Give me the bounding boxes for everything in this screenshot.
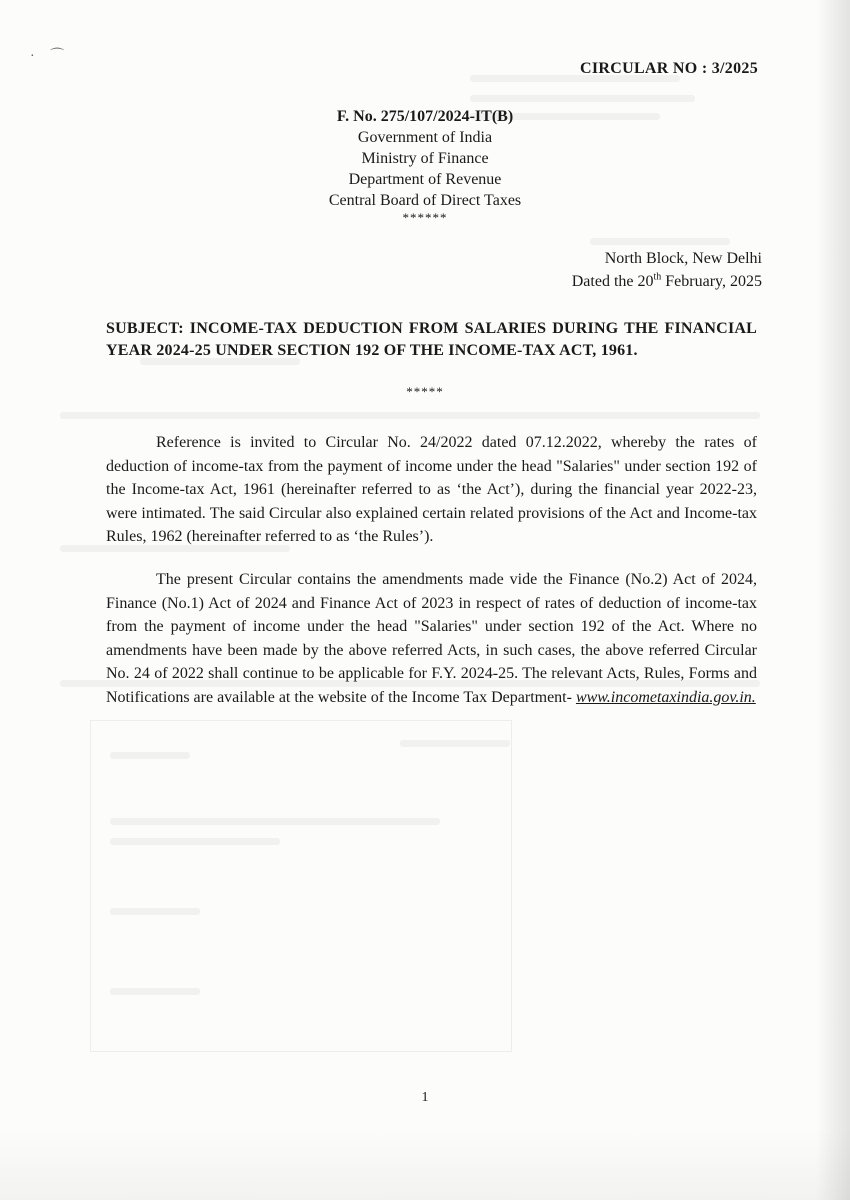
paragraph-reference: Reference is invited to Circular No. 24/2022 dated 07.12.2022, whereby the rates of deduction of income-tax from the payment of income under the head "Salaries" under section 192 of the Income-tax Act, 1961 (hereinafter referred to as ‘the Act’), during the financial year 2022-23, were intimated. The said Circular also explained certain related provisions of the Act and Income-tax Rules, 1962 (hereinafter referred to as ‘the Rules’).: [106, 434, 757, 545]
paragraph-present-circular: [106, 568, 757, 709]
place-location: North Block, New Delhi: [604, 250, 762, 267]
header-line-department: Department of Revenue: [348, 171, 502, 188]
place-and-date: [572, 247, 762, 293]
letterhead: [0, 106, 850, 224]
header-line-board: Central Board of Direct Taxes: [328, 192, 522, 209]
page-number: 1: [421, 1090, 429, 1105]
date-prefix: Dated the 20: [571, 273, 654, 290]
issue-date: [572, 270, 762, 293]
header-line-government: Government of India: [357, 129, 493, 146]
scan-mark: · ⌒: [30, 49, 71, 64]
scan-bottom-shadow: [0, 1130, 850, 1200]
date-ordinal: th: [653, 271, 662, 283]
header-line-ministry: Ministry of Finance: [361, 150, 489, 167]
paragraph-present-circular-text: The present Circular contains the amendments made vide the Finance (No.2) Act of 2024, Finance (No.1) Act of 2024 and Finance Act of 2023 in respect of rates of deduction of income-tax from the payment of income under the head "Salaries" under section 192 of the Act. Where no amendments have been made by the above referred Acts, in such cases, the above referred Circular No. 24 of 2022 shall continue to be applicable for F.Y. 2024-25. The relevant Acts, Rules, Forms and Notifications are available at the website of the Income Tax Department-: [106, 571, 757, 706]
date-suffix: February, 2025: [661, 273, 762, 290]
subject-separator-stars: *****: [406, 384, 444, 399]
subject-line: SUBJECT: INCOME-TAX DEDUCTION FROM SALARIES DURING THE FINANCIAL YEAR 2024-25 UNDER SECTION 192 OF THE INCOME-TAX ACT, 1961.: [106, 320, 757, 359]
file-number: F. No. 275/107/2024-IT(B): [336, 108, 514, 125]
income-tax-website-link[interactable]: www.incometaxindia.gov.in.: [575, 688, 756, 706]
circular-number: CIRCULAR NO : 3/2025: [580, 60, 758, 77]
header-separator-stars: ******: [402, 210, 448, 225]
